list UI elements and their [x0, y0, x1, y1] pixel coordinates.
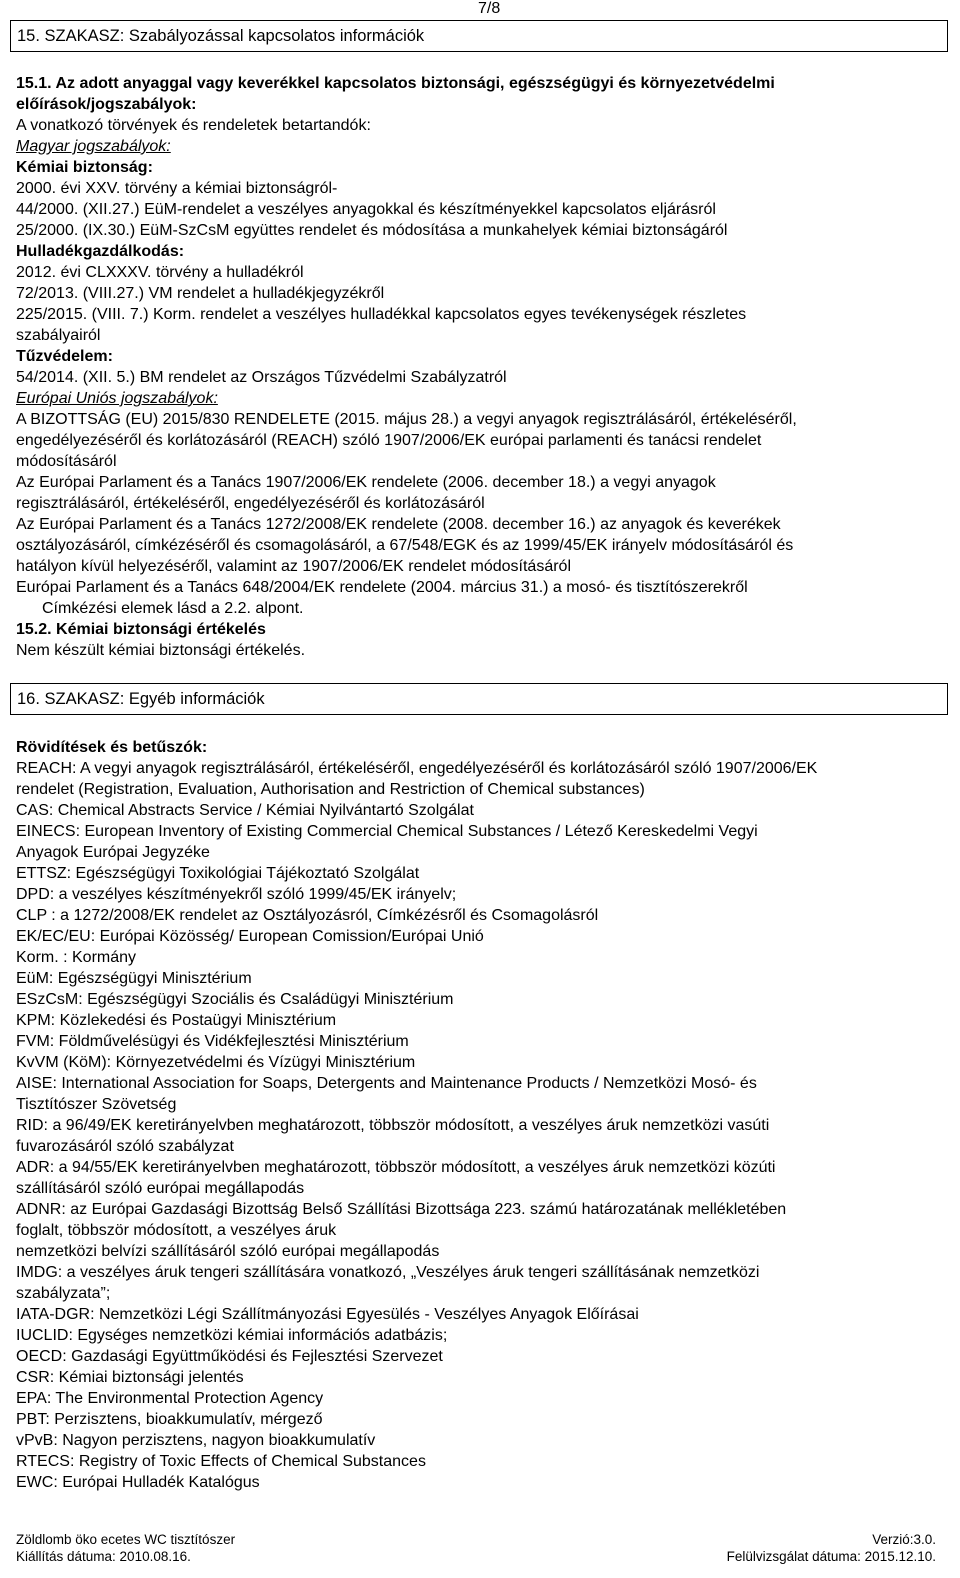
- section-16-header: 16. SZAKASZ: Egyéb információk: [10, 683, 948, 715]
- abbreviation-line: IATA-DGR: Nemzetközi Légi Szállítmányozási Egyesülés - Veszélyes Anyagok Előírásai: [16, 1306, 639, 1323]
- section-16-body: [16, 737, 948, 1493]
- abbreviation-line: fuvarozásáról szóló szabályzat: [16, 1138, 234, 1155]
- eu-law-line: hatályon kívül helyezéséről, valamint az 1907/2006/EK rendelet módosításáról: [16, 558, 571, 575]
- abbreviation-line: Tisztítószer Szövetség: [16, 1096, 177, 1113]
- abbreviation-line: KPM: Közlekedési és Postaügyi Minisztérium: [16, 1012, 337, 1029]
- abbreviation-line: FVM: Földművelésügyi és Vidékfejlesztési Minisztérium: [16, 1033, 409, 1050]
- subsection-15-2-text: Nem készült kémiai biztonsági értékelés.: [16, 642, 306, 659]
- abbreviation-line: foglalt, többször módosított, a veszélyes áruk: [16, 1222, 337, 1239]
- fire-protection-heading: Tűzvédelem:: [16, 348, 113, 365]
- abbreviation-line: PBT: Perzisztens, bioakkumulatív, mérgező: [16, 1411, 323, 1428]
- waste-management-heading: Hulladékgazdálkodás:: [16, 243, 185, 260]
- abbreviation-line: ETTSZ: Egészségügyi Toxikológiai Tájékoztató Szolgálat: [16, 865, 420, 882]
- abbreviation-line: AISE: International Association for Soaps, Detergents and Maintenance Products / Nemzetközi Mosó- és: [16, 1075, 757, 1092]
- abbreviation-line: RID: a 96/49/EK keretirányelvben meghatározott, többször módosított, a veszélyes áruk nemzetközi vasúti: [16, 1117, 770, 1134]
- eu-law-line: Az Európai Parlament és a Tanács 1907/2006/EK rendelete (2006. december 18.) a vegyi anyagok: [16, 474, 716, 491]
- abbreviation-line: CLP : a 1272/2008/EK rendelet az Osztályozásról, Címkézésről és Csomagolásról: [16, 907, 599, 924]
- abbreviation-line: CSR: Kémiai biztonsági jelentés: [16, 1369, 244, 1386]
- footer-row-2: [16, 1548, 936, 1565]
- abbreviation-line: RTECS: Registry of Toxic Effects of Chemical Substances: [16, 1453, 426, 1470]
- abbreviations-list: [16, 758, 948, 1493]
- subsection-15-2-title: 15.2. Kémiai biztonsági értékelés: [16, 621, 266, 638]
- law-line: 25/2000. (IX.30.) EüM-SzCsM együttes rendelet és módosítása a munkahelyek kémiai biztonságáról: [16, 222, 728, 239]
- abbreviation-line: vPvB: Nagyon perzisztens, nagyon bioakkumulatív: [16, 1432, 376, 1449]
- abbreviation-line: szabályzata”;: [16, 1285, 111, 1302]
- eu-law-line: A BIZOTTSÁG (EU) 2015/830 RENDELETE (2015. május 28.) a vegyi anyagok regisztrálásáról, értékeléséről,: [16, 411, 797, 428]
- abbreviation-line: IMDG: a veszélyes áruk tengeri szállítására vonatkozó, „Veszélyes áruk tengeri szállításának nemzetközi: [16, 1264, 760, 1281]
- abbreviation-line: EüM: Egészségügyi Minisztérium: [16, 970, 252, 987]
- footer-row-1: [16, 1531, 936, 1548]
- abbreviation-line: EINECS: European Inventory of Existing Commercial Chemical Substances / Létező Kereskedelmi Vegyi: [16, 823, 758, 840]
- abbreviation-line: REACH: A vegyi anyagok regisztrálásáról, értékeléséről, engedélyezéséről és korlátozásáról szóló 1907/2006/EK: [16, 760, 818, 777]
- eu-law-line: módosításáról: [16, 453, 117, 470]
- law-line: 72/2013. (VIII.27.) VM rendelet a hulladékjegyzékről: [16, 285, 385, 302]
- abbreviation-line: rendelet (Registration, Evaluation, Authorisation and Restriction of Chemical substances): [16, 781, 645, 798]
- footer-review-date: Felülvizsgálat dátuma: 2015.12.10.: [726, 1549, 936, 1564]
- abbreviation-line: IUCLID: Egységes nemzetközi kémiai információs adatbázis;: [16, 1327, 448, 1344]
- hungarian-laws-heading: Magyar jogszabályok:: [16, 138, 171, 155]
- eu-law-line: regisztrálásáról, értékeléséről, engedélyezéséről és korlátozásáról: [16, 495, 485, 512]
- abbreviation-line: DPD: a veszélyes készítményekről szóló 1999/45/EK irányelv;: [16, 886, 457, 903]
- eu-law-line: Az Európai Parlament és a Tanács 1272/2008/EK rendelete (2008. december 16.) az anyagok és keverékek: [16, 516, 781, 533]
- intro-text: A vonatkozó törvények és rendeletek betartandók:: [16, 117, 371, 134]
- section-15-body: [16, 73, 948, 661]
- law-line: 2000. évi XXV. törvény a kémiai biztonságról-: [16, 180, 338, 197]
- footer-issue-date: Kiállítás dátuma: 2010.08.16.: [16, 1549, 191, 1564]
- chemical-safety-heading: Kémiai biztonság:: [16, 159, 153, 176]
- law-line: szabályairól: [16, 327, 101, 344]
- abbreviation-line: Anyagok Európai Jegyzéke: [16, 844, 210, 861]
- abbreviation-line: KvVM (KöM): Környezetvédelmi és Vízügyi Minisztérium: [16, 1054, 416, 1071]
- eu-law-line: Európai Parlament és a Tanács 648/2004/EK rendelete (2004. március 31.) a mosó- és tisztítószerekről: [16, 579, 748, 596]
- abbreviation-line: nemzetközi belvízi szállításáról szóló európai megállapodás: [16, 1243, 440, 1260]
- abbreviation-line: ADR: a 94/55/EK keretirányelvben meghatározott, többször módosított, a veszélyes áruk nemzetközi közúti: [16, 1159, 776, 1176]
- abbreviation-line: ADNR: az Európai Gazdasági Bizottság Belső Szállítási Bizottsága 223. számú határozatának mellékletében: [16, 1201, 787, 1218]
- law-line: 44/2000. (XII.27.) EüM-rendelet a veszélyes anyagokkal és készítményekkel kapcsolatos eljárásról: [16, 201, 716, 218]
- abbreviation-line: EPA: The Environmental Protection Agency: [16, 1390, 324, 1407]
- abbreviation-line: CAS: Chemical Abstracts Service / Kémiai Nyilvántartó Szolgálat: [16, 802, 474, 819]
- abbreviation-line: EWC: Európai Hulladék Katalógus: [16, 1474, 260, 1491]
- subsection-15-1-title-line-1: 15.1. Az adott anyaggal vagy keverékkel kapcsolatos biztonsági, egészségügyi és környezetvédelmi: [16, 75, 775, 92]
- eu-law-line: osztályozásáról, címkézéséről és csomagolásáról, a 67/548/EGK és az 1999/45/EK irányelv módosításáról és: [16, 537, 794, 554]
- section-15-header: 15. SZAKASZ: Szabályozással kapcsolatos információk: [10, 20, 948, 52]
- footer-version: Verzió:3.0.: [872, 1532, 936, 1547]
- eu-law-line: engedélyezéséről és korlátozásáról (REACH) szóló 1907/2006/EK európai parlamenti és tanácsi rendelet: [16, 432, 762, 449]
- footer-product-name: Zöldlomb öko ecetes WC tisztítószer: [16, 1532, 236, 1547]
- subsection-15-1-title-line-2: előírások/jogszabályok:: [16, 96, 197, 113]
- law-line: 2012. évi CLXXXV. törvény a hulladékról: [16, 264, 304, 281]
- law-line: 54/2014. (XII. 5.) BM rendelet az Országos Tűzvédelmi Szabályzatról: [16, 369, 507, 386]
- page-number: 7/8: [478, 0, 501, 17]
- abbreviations-heading: Rövidítések és betűszók:: [16, 739, 208, 756]
- abbreviation-line: OECD: Gazdasági Együttműködési és Fejlesztési Szervezet: [16, 1348, 443, 1365]
- abbreviation-line: Korm. : Kormány: [16, 949, 137, 966]
- abbreviation-line: szállításáról szóló európai megállapodás: [16, 1180, 305, 1197]
- law-line: 225/2015. (VIII. 7.) Korm. rendelet a veszélyes hulladékkal kapcsolatos egyes tevékenységek részletes: [16, 306, 747, 323]
- abbreviation-line: ESzCsM: Egészségügyi Szociális és Családügyi Minisztérium: [16, 991, 454, 1008]
- labelling-note: Címkézési elemek lásd a 2.2. alpont.: [42, 600, 304, 617]
- abbreviation-line: EK/EC/EU: Európai Közösség/ European Comission/Európai Unió: [16, 928, 484, 945]
- eu-laws-heading: Európai Uniós jogszabályok:: [16, 390, 218, 407]
